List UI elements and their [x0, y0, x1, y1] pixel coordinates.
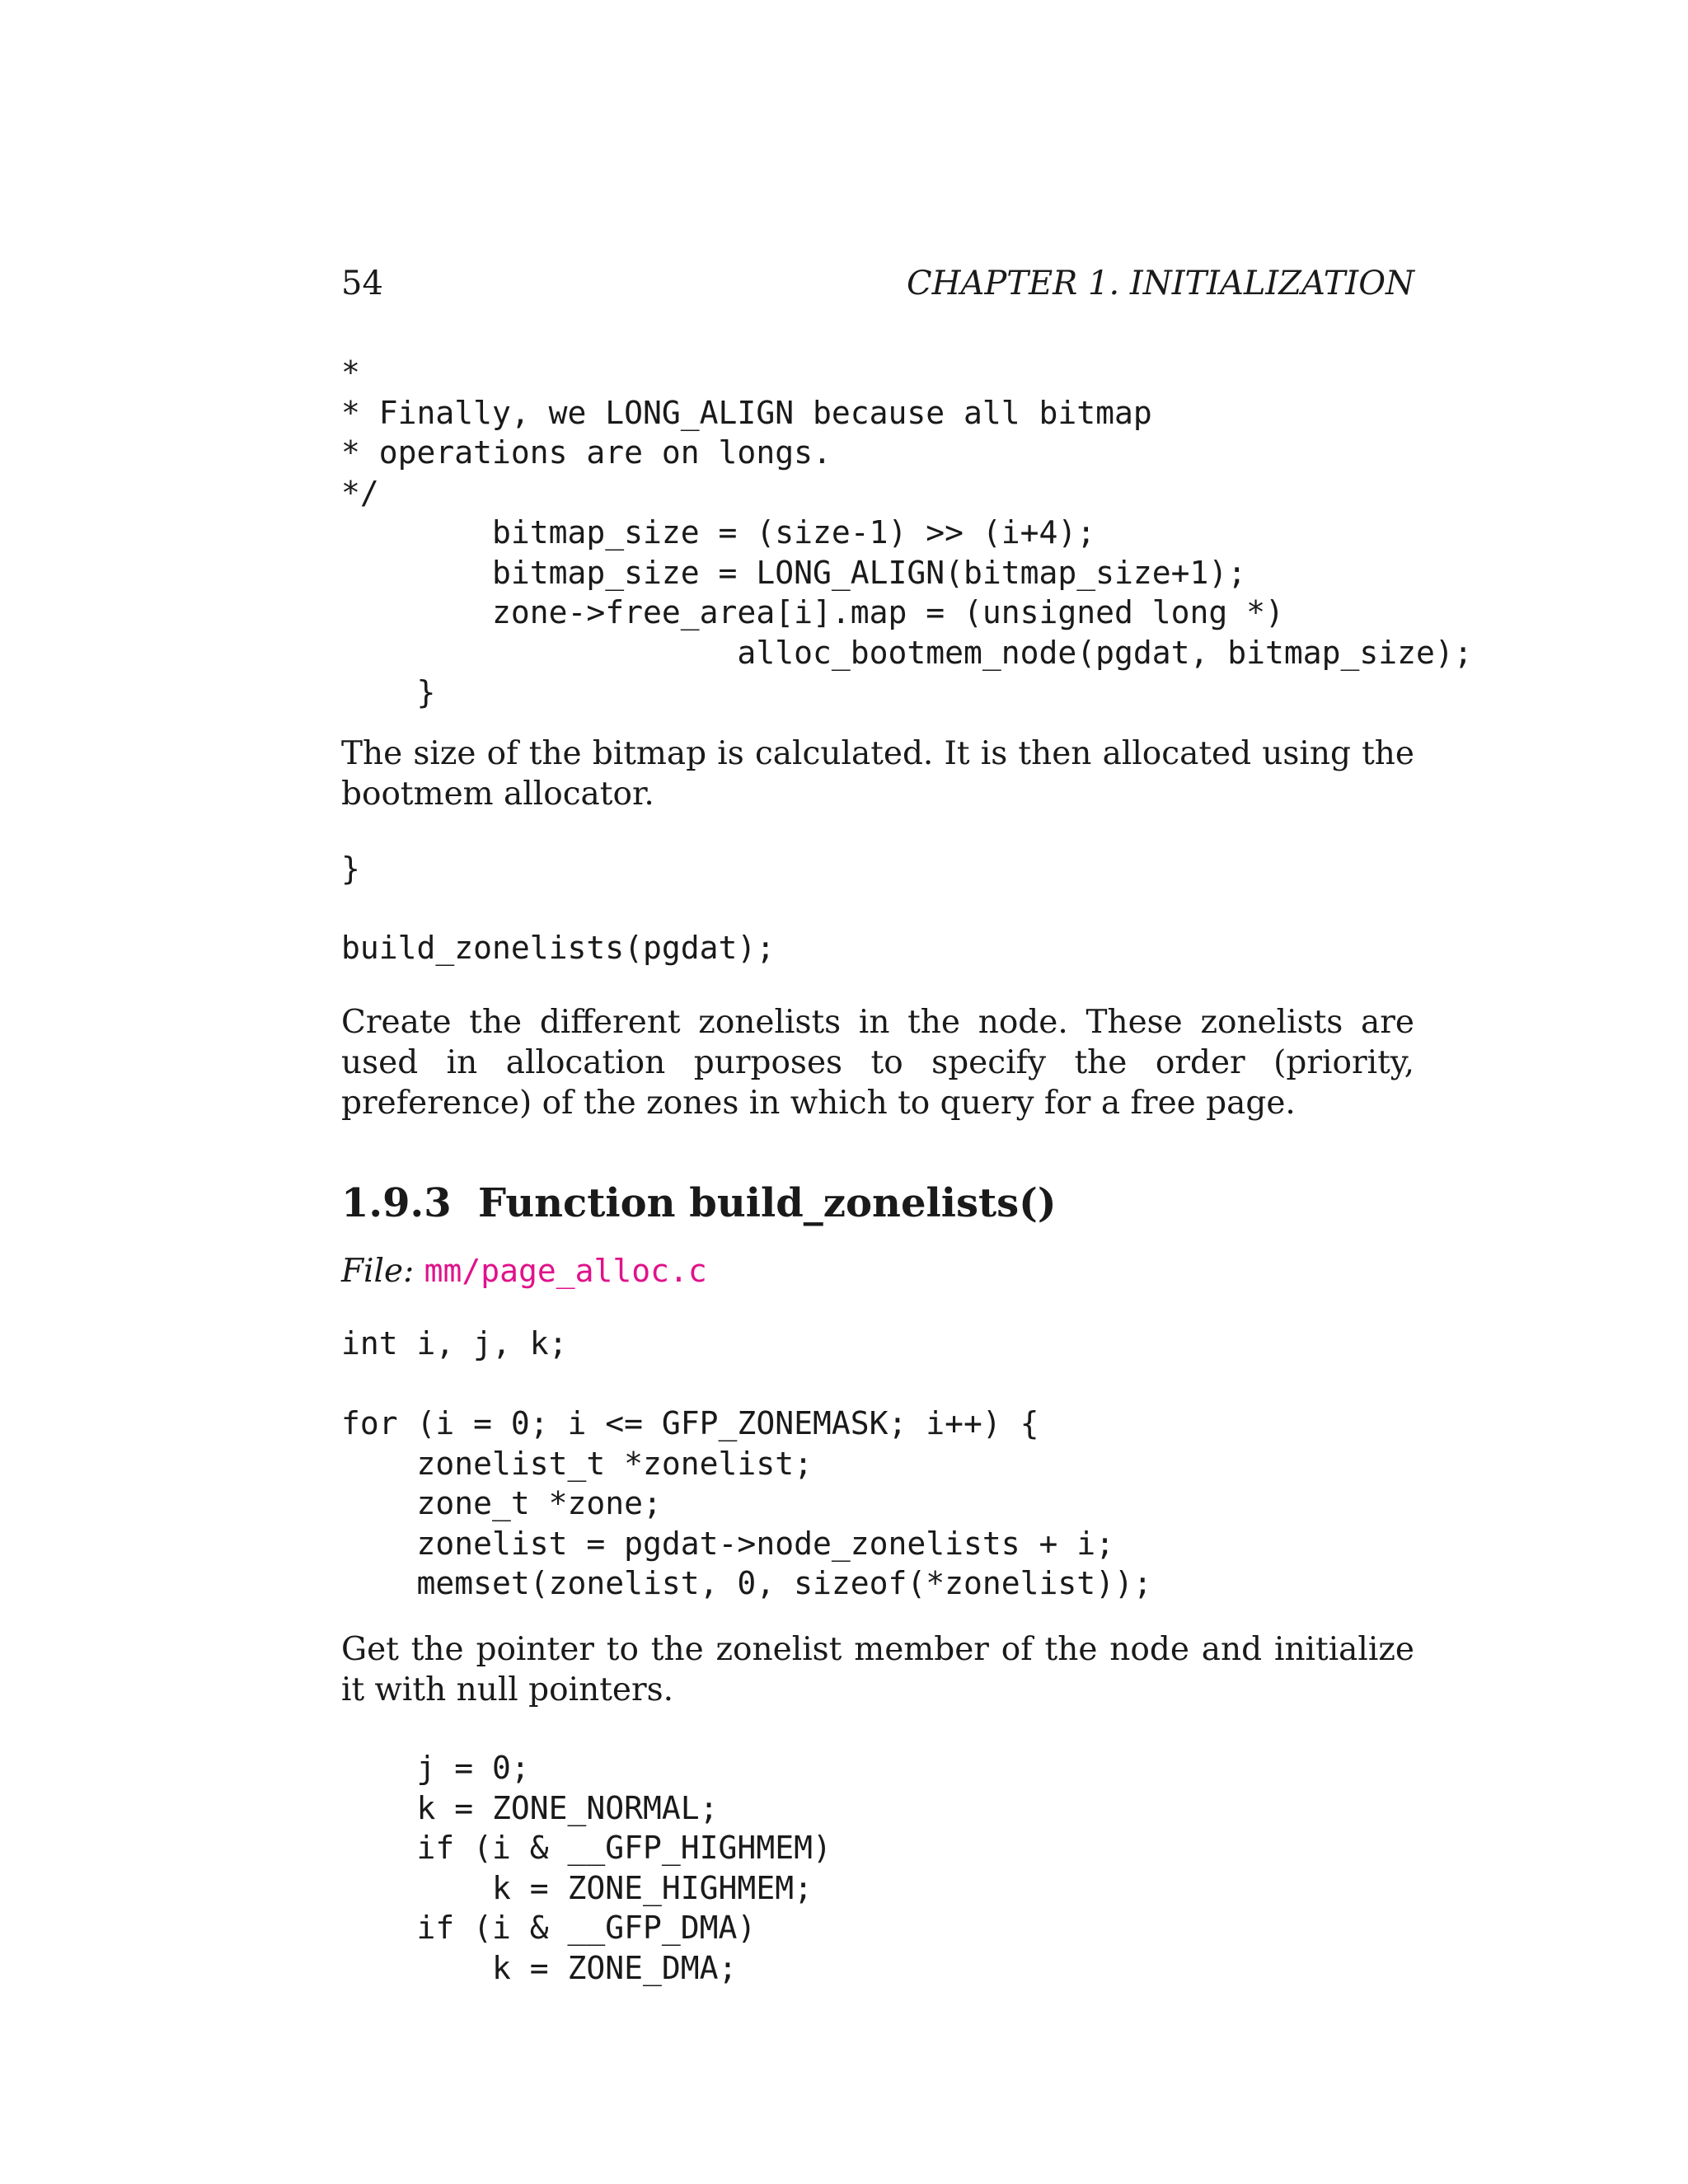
code-variable-declarations: int i, j, k;: [341, 1325, 568, 1361]
paragraph-bitmap-explanation: The size of the bitmap is calculated. It is then allocated using the bootmem allocator.: [341, 735, 1414, 813]
code-for-loop: for (i = 0; i <= GFP_ZONEMASK; i++) { zonelist_t *zonelist; zone_t *zone; zonelist = pgdat->node_zonelists + i; memset(zonelist, 0, sizeof(*zonelist));: [341, 1405, 1152, 1601]
paragraph-zonelists-explanation: Create the different zonelists in the node. These zonelists are used in allocation purposes to specify the order (priority, preference) of the zones in which to query for a free page.: [341, 1004, 1414, 1122]
code-block-bitmap-size: * * Finally, we LONG_ALIGN because all bitmap * operations are on longs. */ bitmap_size = (size-1) >> (i+4); bitmap_size = LONG_ALIGN(bitmap_size+1); zone->free_area[i].map = (unsigned long *) alloc_bootmem_node(pgdat, bitmap_size); }: [341, 354, 1473, 710]
running-head: CHAPTER 1. INITIALIZATION: [907, 265, 1414, 302]
code-zone-selection: j = 0; k = ZONE_NORMAL; if (i & __GFP_HIGHMEM) k = ZONE_HIGHMEM; if (i & __GFP_DMA) k = ZONE_DMA;: [416, 1750, 832, 1986]
section-number: 1.9.3: [341, 1180, 452, 1226]
page-header: [341, 260, 1414, 307]
code-closing-brace: }: [341, 851, 360, 887]
section-title: Function build_zonelists(): [478, 1180, 1057, 1226]
paragraph-zonelist-pointer: Get the pointer to the zonelist member of the node and initialize it with null pointers.: [341, 1631, 1414, 1708]
file-link[interactable]: mm/page_alloc.c: [424, 1253, 707, 1289]
page-number: 54: [341, 265, 383, 302]
file-reference: [341, 1248, 707, 1295]
code-build-zonelists-call: build_zonelists(pgdat);: [341, 930, 776, 966]
section-heading: [341, 1177, 1057, 1230]
file-label: File:: [341, 1253, 415, 1290]
